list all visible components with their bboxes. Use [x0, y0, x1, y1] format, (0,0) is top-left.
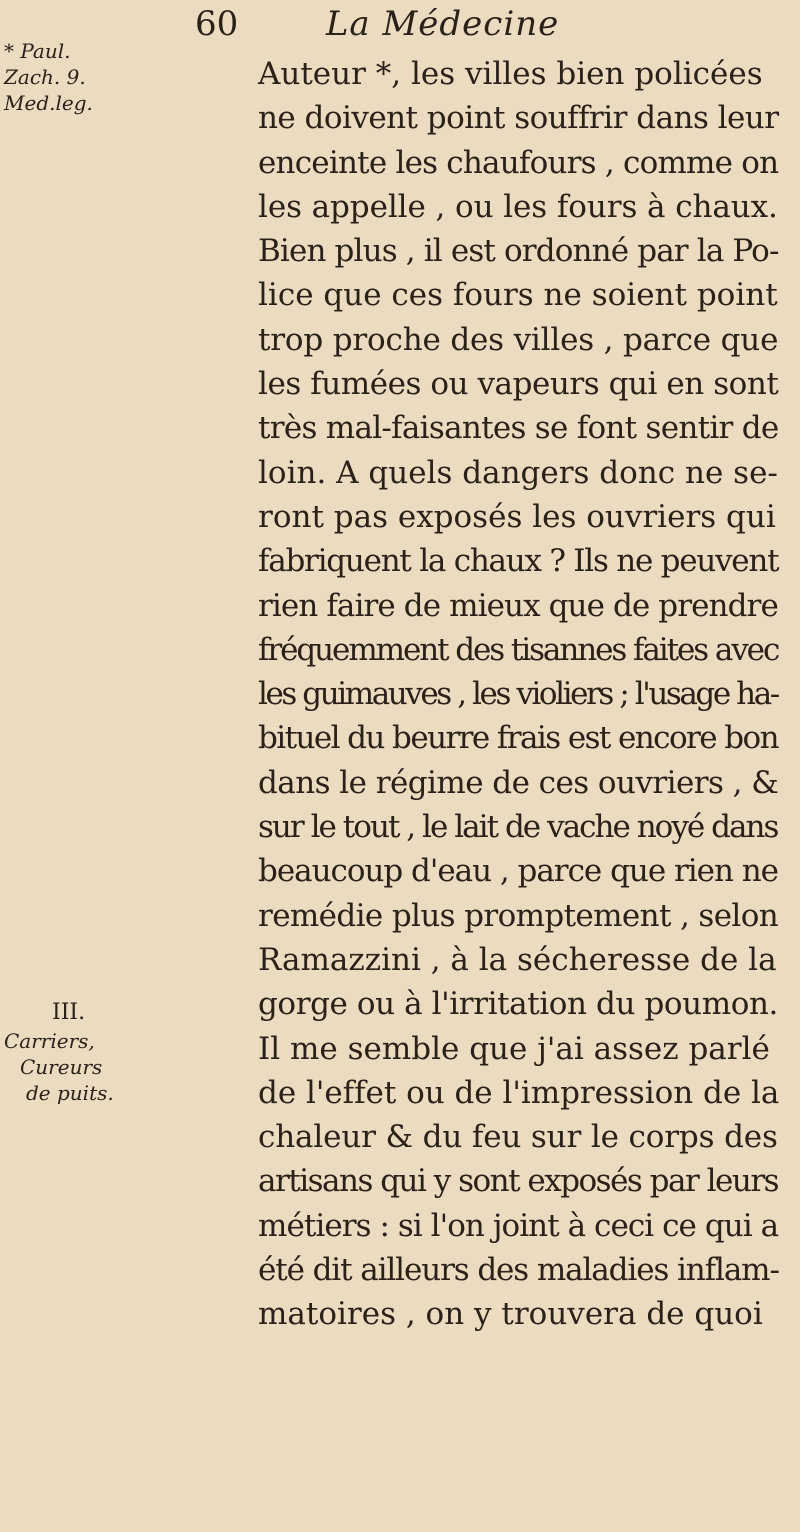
text-line: les appelle , ou les fours à chaux. [258, 188, 778, 225]
text-line: Ramazzini , à la sécheresse de la [258, 941, 777, 978]
text-line: fabriquent la chaux ? Ils ne peuvent [258, 543, 779, 580]
text-line: beaucoup d'eau , parce que rien ne [258, 853, 778, 890]
text-line: enceinte les chaufours , comme on [258, 144, 779, 181]
margin-note-paul: * Paul. [4, 39, 71, 63]
text-line: Bien plus , il est ordonné par la Po- [258, 233, 779, 270]
running-header [195, 4, 559, 44]
text-line: artisans qui y sont exposés par leurs [258, 1163, 779, 1200]
text-line: remédie plus promptement , selon [258, 897, 779, 934]
text-line: métiers : si l'on joint à ceci ce qui a [258, 1207, 779, 1244]
margin-note-cureurs: Cureurs [20, 1055, 103, 1079]
text-line: fréquemment des tisannes faites avec [258, 631, 779, 668]
text-line: Il me semble que j'ai assez parlé [258, 1030, 770, 1067]
body-text [258, 52, 778, 1337]
text-line: les fumées ou vapeurs qui en sont [258, 366, 779, 403]
margin-note-de-puits: de puits. [26, 1081, 114, 1105]
text-line: Auteur *, les villes bien policées [258, 56, 763, 92]
text-line: trop proche des villes , parce que [258, 321, 779, 358]
text-line: les guimauves , les violiers ; l'usage ha- [258, 676, 778, 713]
text-line: de l'effet ou de l'impression de la [258, 1074, 780, 1111]
text-line: lice que ces fours ne soient point [258, 277, 778, 314]
running-title: La Médecine [325, 4, 560, 44]
section-number: III. [52, 1000, 86, 1025]
text-line: ne doivent point souffrir dans leur [258, 100, 779, 137]
text-line: dans le régime de ces ouvriers , & [258, 764, 779, 801]
text-line: gorge ou à l'irritation du poumon. [258, 986, 778, 1023]
page-number: 60 [195, 4, 239, 44]
text-line: loin. A quels dangers donc ne se- [258, 454, 778, 491]
text-line: matoires , on y trouvera de quoi [258, 1296, 763, 1333]
text-line: bituel du beurre frais est encore bon [258, 720, 778, 757]
text-line: chaleur & du feu sur le corps des [258, 1119, 778, 1156]
margin-note-carriers: Carriers, [4, 1029, 95, 1053]
text-line: très mal-faisantes se font sentir de [258, 410, 779, 447]
text-line: sur le tout , le lait de vache noyé dans [258, 809, 778, 846]
text-line: rien faire de mieux que de prendre [258, 587, 778, 624]
margin-note-zach: Zach. 9. [4, 65, 86, 89]
text-line: été dit ailleurs des maladies inflam- [258, 1252, 779, 1289]
text-line: ront pas exposés les ouvriers qui [258, 498, 776, 535]
margin-note-med-leg: Med.leg. [4, 91, 93, 115]
